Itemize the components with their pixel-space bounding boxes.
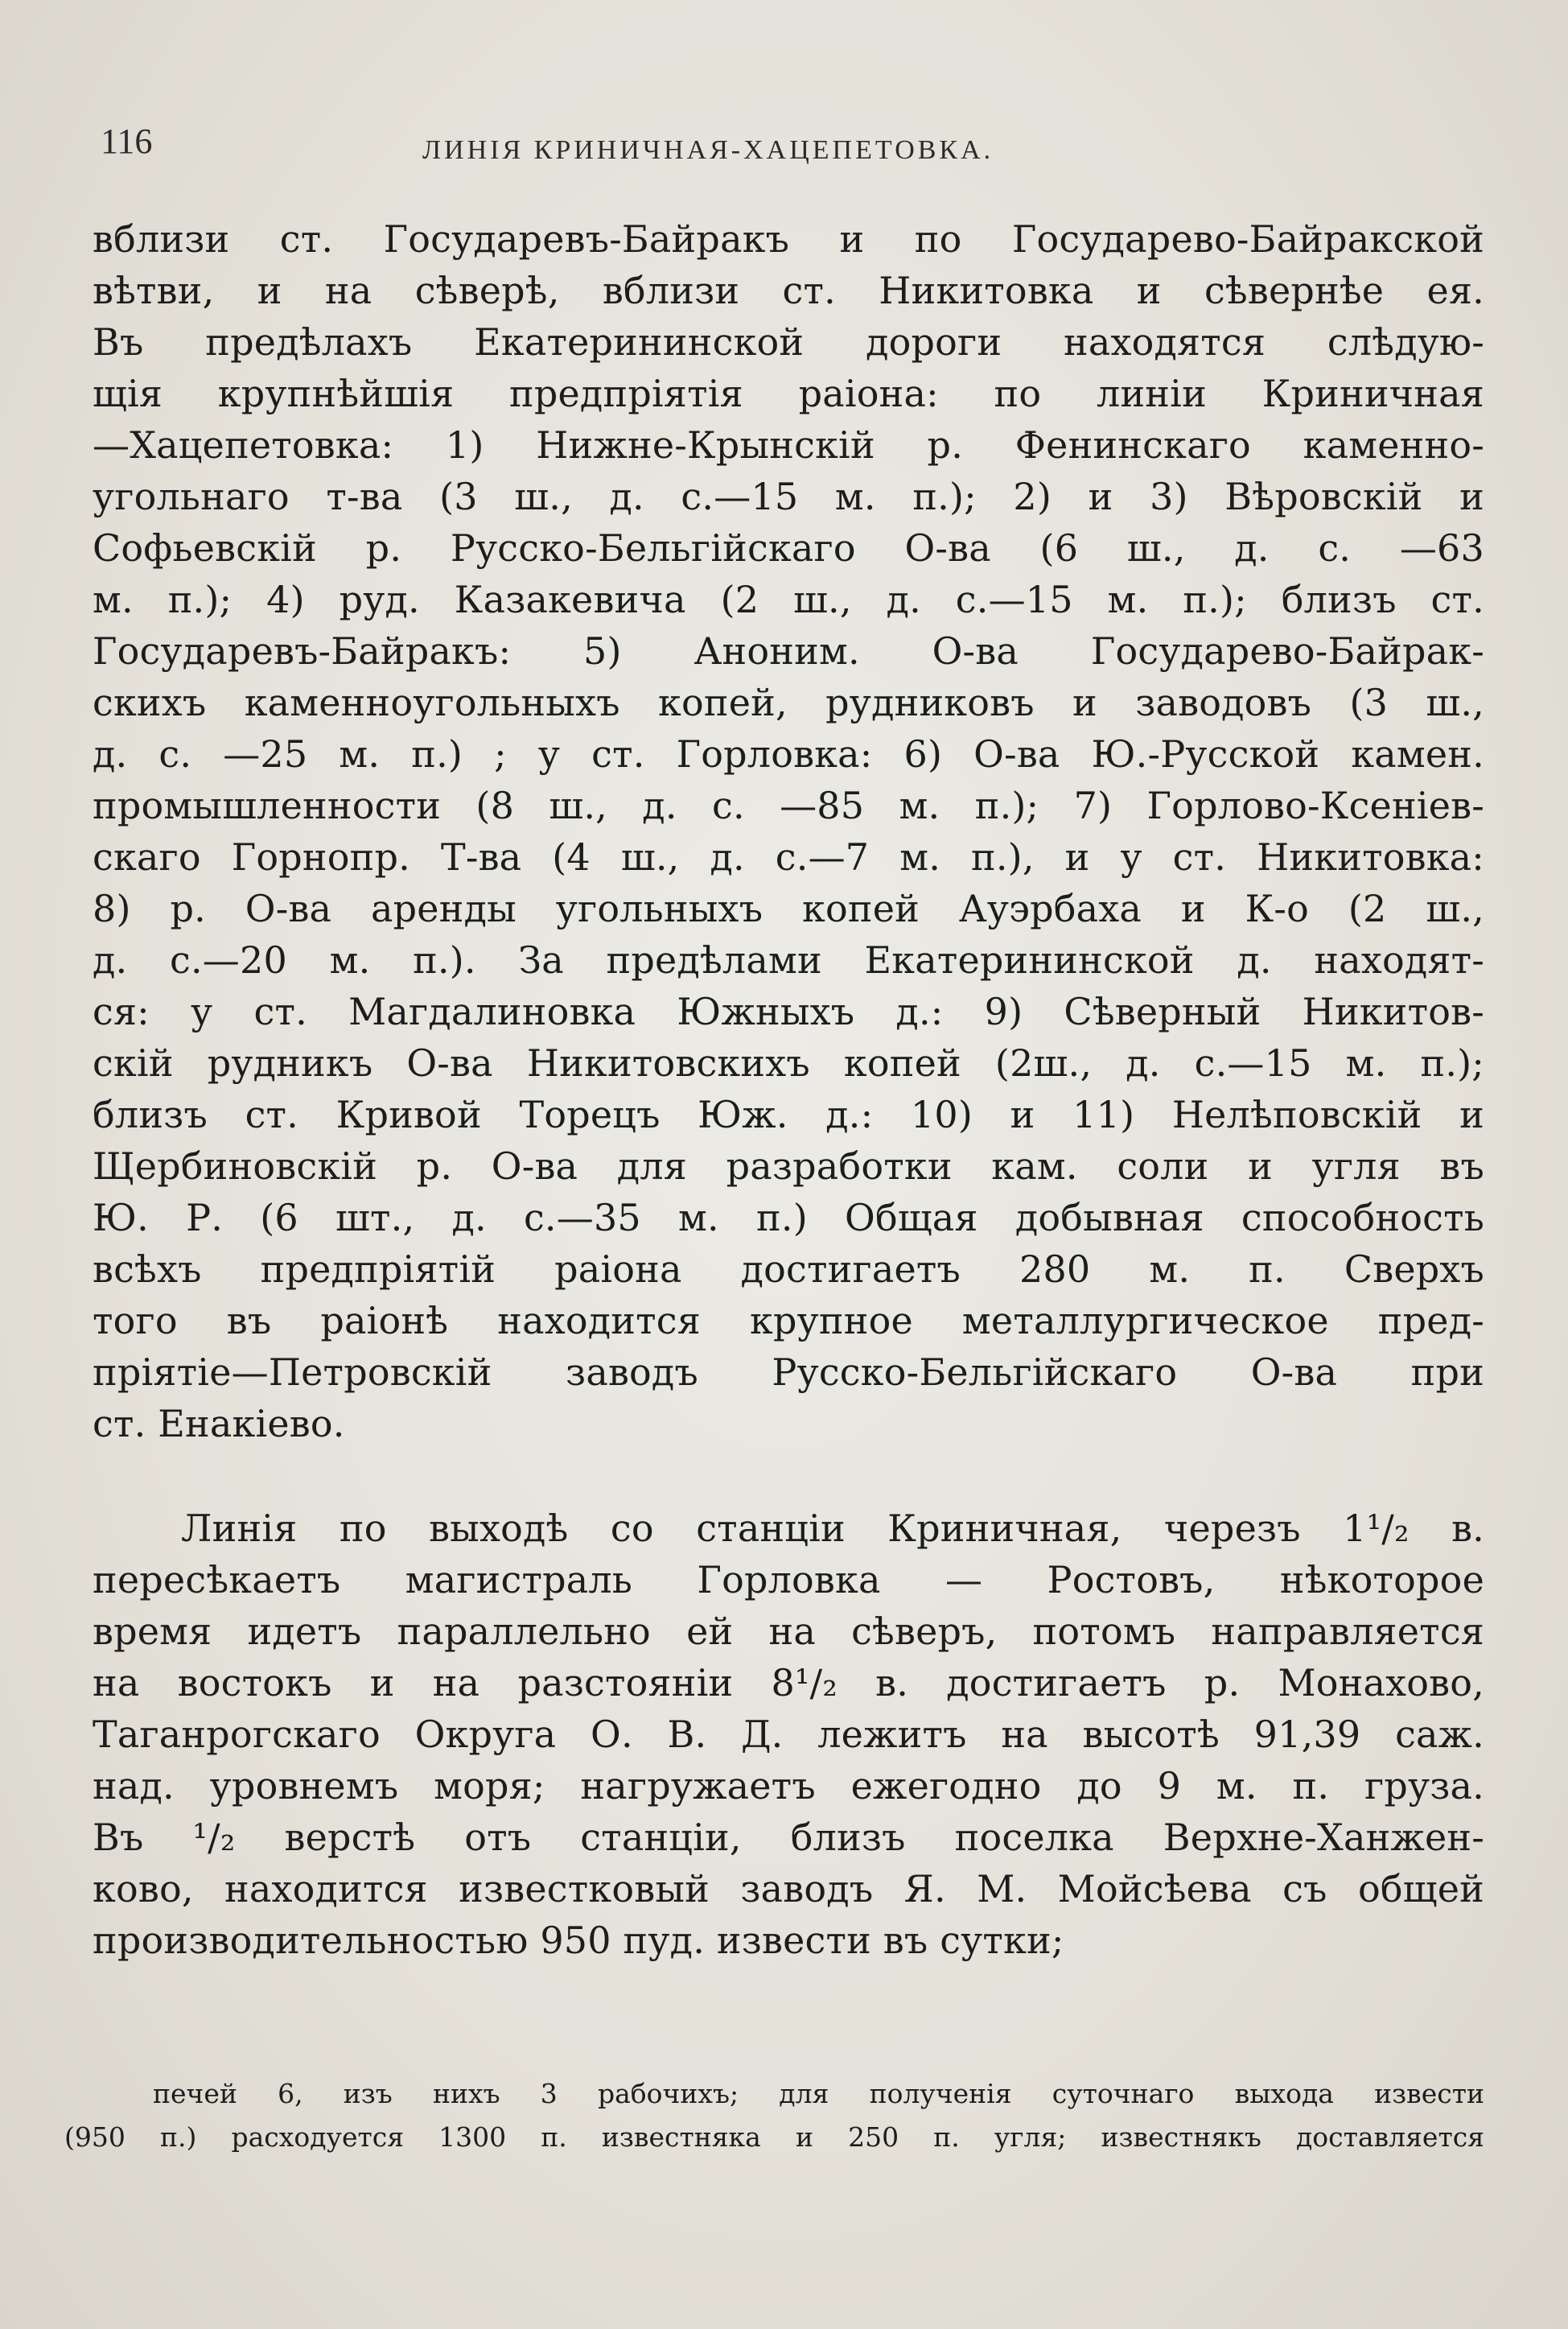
text-line: д. с.—20 м. п.). За предѣлами Екатерининской д. находят- xyxy=(93,938,1484,982)
running-title: ЛИНІЯ КРИНИЧНАЯ-ХАЦЕПЕТОВКА. xyxy=(422,135,994,165)
text-line: —Хацепетовка: 1) Нижне-Крынскій р. Фенинскаго каменно- xyxy=(93,423,1484,467)
text-line: на востокъ и на разстояніи 8¹/₂ в. достигаетъ р. Монахово, xyxy=(93,1661,1484,1704)
text-line: Въ ¹/₂ верстѣ отъ станціи, близъ поселка Верхне-Ханжен- xyxy=(93,1816,1484,1859)
text-line: скихъ каменноугольныхъ копей, рудниковъ и заводовъ (3 ш., xyxy=(93,681,1484,724)
text-line: угольнаго т-ва (3 ш., д. с.—15 м. п.); 2) и 3) Вѣровскій и xyxy=(93,475,1484,518)
text-line: 8) р. О-ва аренды угольныхъ копей Ауэрбаха и К-о (2 ш., xyxy=(93,887,1484,930)
text-line: промышленности (8 ш., д. с. —85 м. п.); 7) Горлово-Ксеніев- xyxy=(93,784,1484,827)
text-line: ст. Енакіево. xyxy=(93,1402,345,1445)
text-line: близъ ст. Кривой Торецъ Юж. д.: 10) и 11) Нелѣповскій и xyxy=(93,1093,1484,1136)
text-line: ково, находится известковый заводъ Я. М. Мойсѣева съ общей xyxy=(93,1867,1484,1911)
text-line: пересѣкаетъ магистраль Горловка — Ростовъ, нѣкоторое xyxy=(93,1558,1484,1601)
text-line: время идетъ параллельно ей на сѣверъ, потомъ направляется xyxy=(93,1610,1484,1653)
text-line: Щербиновскій р. О-ва для разработки кам. соли и угля въ xyxy=(93,1144,1484,1188)
text-line: Ю. Р. (6 шт., д. с.—35 м. п.) Общая добывная способность xyxy=(93,1196,1484,1239)
text-line: Въ предѣлахъ Екатерининской дороги находятся слѣдую- xyxy=(93,320,1484,364)
body-text xyxy=(93,213,1484,1966)
running-head xyxy=(101,121,1468,169)
text-line: вѣтви, и на сѣверѣ, вблизи ст. Никитовка и сѣвернѣе ея. xyxy=(93,269,1484,312)
text-line: Софьевскій р. Русско-Бельгійскаго О-ва (6 ш., д. с. —63 xyxy=(93,526,1484,570)
text-line: Линія по выходѣ со станціи Криничная, черезъ 1¹/₂ в. xyxy=(181,1507,1484,1550)
text-line: щія крупнѣйшія предпріятія раіона: по линіи Криничная xyxy=(93,372,1484,415)
paragraph-gap xyxy=(93,1449,1484,1503)
text-line: над. уровнемъ моря; нагружаетъ ежегодно до 9 м. п. груза. xyxy=(93,1764,1484,1808)
paragraph-1 xyxy=(93,213,1484,1449)
text-line: ся: у ст. Магдалиновка Южныхъ д.: 9) Сѣверный Никитов- xyxy=(93,990,1484,1033)
footnote-line: (950 п.) расходуется 1300 п. известняка и 250 п. угля; известнякъ доставляется xyxy=(64,2121,1484,2153)
text-line: того въ раіонѣ находится крупное металлургическое пред- xyxy=(93,1299,1484,1342)
text-line: Таганрогскаго Округа О. В. Д. лежитъ на высотѣ 91,39 саж. xyxy=(93,1713,1484,1756)
text-line: пріятіе—Петровскій заводъ Русско-Бельгійскаго О-ва при xyxy=(93,1350,1484,1394)
text-line: производительностью 950 пуд. извести въ сутки; xyxy=(93,1919,1064,1962)
text-line: скаго Горнопр. Т-ва (4 ш., д. с.—7 м. п.), и у ст. Никитовка: xyxy=(93,835,1484,879)
footnote xyxy=(64,2072,1484,2159)
text-line: м. п.); 4) руд. Казакевича (2 ш., д. с.—15 м. п.); близъ ст. xyxy=(93,578,1484,621)
text-line: вблизи ст. Государевъ-Байракъ и по Государево-Байракской xyxy=(93,217,1484,261)
text-line: д. с. —25 м. п.) ; у ст. Горловка: 6) О-ва Ю.-Русской камен. xyxy=(93,732,1484,776)
text-line: Государевъ-Байракъ: 5) Аноним. О-ва Государево-Байрак- xyxy=(93,629,1484,673)
footnote-line: печей 6, изъ нихъ 3 рабочихъ; для полученія суточнаго выхода извести xyxy=(153,2078,1484,2109)
text-line: скій рудникъ О-ва Никитовскихъ копей (2ш., д. с.—15 м. п.); xyxy=(93,1041,1484,1085)
paragraph-2 xyxy=(93,1503,1484,1966)
page-number: 116 xyxy=(101,122,153,161)
text-line: всѣхъ предпріятій раіона достигаетъ 280 м. п. Сверхъ xyxy=(93,1247,1484,1291)
